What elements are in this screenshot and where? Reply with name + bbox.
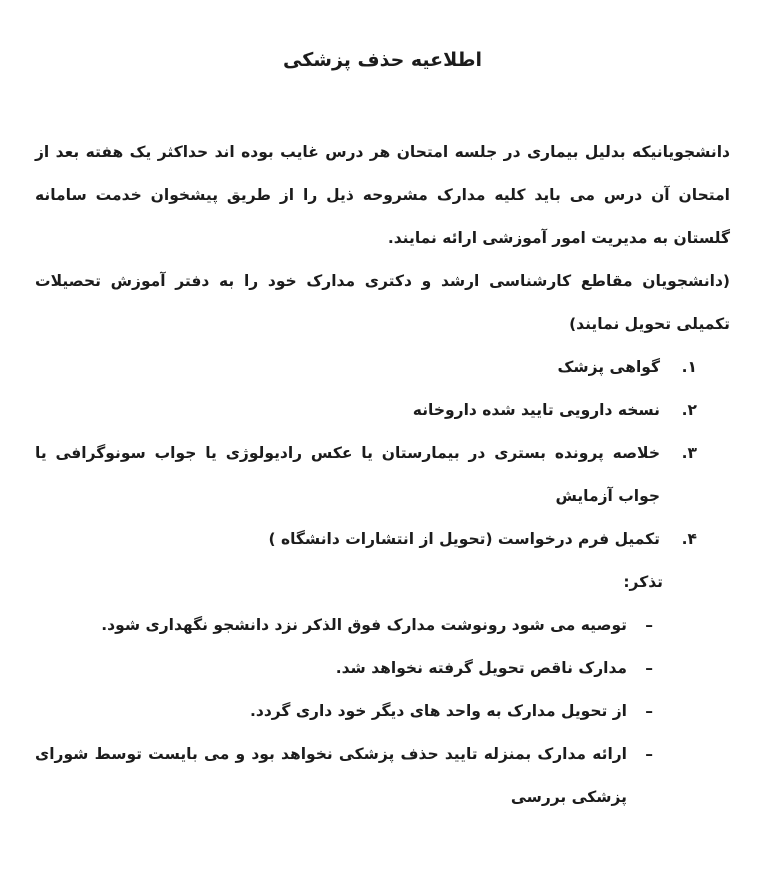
note-item [35, 647, 730, 690]
dash-bullet: – [645, 659, 653, 677]
list-item [35, 518, 730, 561]
note-item [35, 690, 730, 733]
list-item [35, 346, 730, 389]
list-item [35, 389, 730, 432]
note-item [35, 733, 730, 819]
list-item-number: ۳. [681, 444, 697, 462]
list-item-text: خلاصه پرونده بستری در بیمارستان یا عکس رادیولوژی یا جواب سونوگرافی یا جواب آزمایش [35, 444, 660, 505]
list-item-number: ۲. [681, 401, 697, 419]
note-item-text: مدارک ناقص تحویل گرفته نخواهد شد. [335, 659, 627, 677]
graduate-students-note: (دانشجویان مقاطع کارشناسی ارشد و دکتری مدارک خود را به دفتر آموزش تحصیلات تکمیلی تحویل نمایند) [35, 272, 730, 333]
note-heading: تذکر: [623, 573, 663, 591]
page-title: اطلاعیه حذف پزشکی [283, 49, 482, 71]
list-item [35, 432, 730, 518]
list-item-text: تکمیل فرم درخواست (تحویل از انتشارات دانشگاه ) [268, 530, 660, 548]
list-item-number: ۴. [681, 530, 697, 548]
dash-bullet: – [645, 745, 653, 763]
note-item-text: از تحویل مدارک به واحد های دیگر خود داری گردد. [249, 702, 627, 720]
notes-list [35, 604, 730, 819]
list-item-text: گواهی پزشک [557, 358, 660, 376]
dash-bullet: – [645, 702, 653, 720]
intro-paragraph: دانشجویانیکه بدلیل بیماری در جلسه امتحان هر درس غایب بوده اند حداکثر یک هفته بعد از امتحان آن درس می باید کلیه مدارک مشروحه ذیل را از طریق پیشخوان خدمت سامانه گلستان به مدیریت امور آموزشی ارائه نمایند. [35, 143, 730, 247]
required-documents-list [35, 346, 730, 561]
note-item [35, 604, 730, 647]
list-item-number: ۱. [681, 358, 697, 376]
note-item-text: توصیه می شود رونوشت مدارک فوق الذکر نزد دانشجو نگهداری شود. [101, 616, 627, 634]
note-item-text: ارائه مدارک بمنزله تایید حذف پزشکی نخواهد بود و می بایست توسط شورای پزشکی بررسی [35, 745, 627, 806]
list-item-text: نسخه دارویی تایید شده داروخانه [412, 401, 660, 419]
dash-bullet: – [645, 616, 653, 634]
